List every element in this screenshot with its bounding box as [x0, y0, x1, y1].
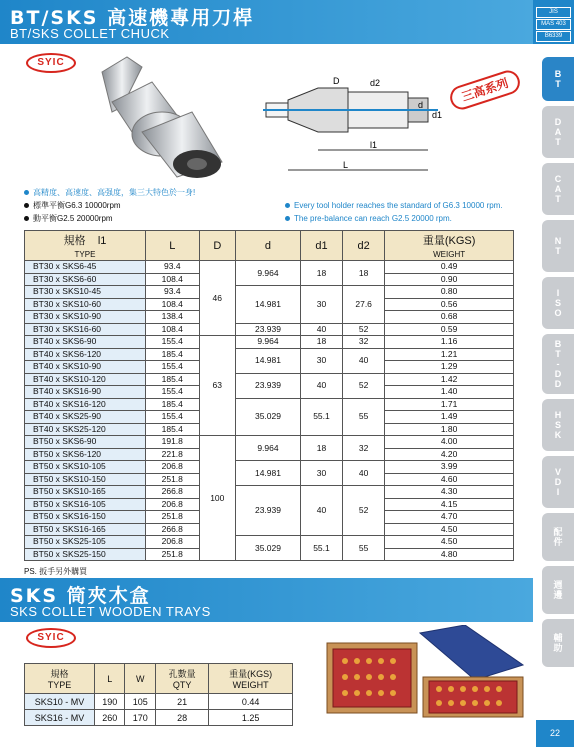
spec-d1: 30 — [300, 461, 342, 486]
technical-drawing — [258, 70, 443, 180]
spec-L: 206.8 — [146, 536, 200, 549]
spec-d: 23.939 — [236, 486, 301, 536]
sidebar-tab-label: C A T — [554, 174, 562, 204]
tray-col-qty-cn: 孔數量 — [168, 669, 196, 679]
feature-line-1 — [24, 186, 195, 199]
tray-col-weight — [209, 664, 293, 694]
spec-type: BT50 x SKS16-150 — [25, 511, 146, 524]
spec-type: BT30 x SKS10-45 — [25, 286, 146, 299]
spec-d2: 55 — [343, 398, 385, 436]
tray-W: 105 — [125, 694, 155, 710]
spec-L: 138.4 — [146, 311, 200, 324]
spec-L: 221.8 — [146, 448, 200, 461]
spec-d2: 32 — [343, 436, 385, 461]
spec-d1: 30 — [300, 286, 342, 324]
bullet-icon — [24, 216, 29, 221]
spec-d1: 55.1 — [300, 398, 342, 436]
sidebar-tab-label: B T - D D — [554, 339, 562, 389]
col-D: D — [199, 231, 235, 261]
feature-text-2: 標準平衡G6.3 10000rpm — [33, 201, 121, 210]
category-sidebar — [536, 57, 574, 672]
spec-weight: 4.80 — [385, 548, 514, 561]
spec-weight: 0.68 — [385, 311, 514, 324]
spec-row — [25, 323, 514, 336]
sidebar-tab[interactable] — [542, 456, 574, 508]
spec-row — [25, 336, 514, 349]
spec-weight: 0.90 — [385, 273, 514, 286]
spec-row — [25, 536, 514, 549]
page-number: 22 — [536, 720, 574, 747]
spec-type: BT50 x SKS10-105 — [25, 461, 146, 474]
tray-type: SKS16 - MV — [25, 710, 95, 726]
spec-weight: 4.30 — [385, 486, 514, 499]
bullet-icon — [24, 203, 29, 208]
col-d1: d1 — [300, 231, 342, 261]
spec-weight: 1.42 — [385, 373, 514, 386]
spec-L: 185.4 — [146, 373, 200, 386]
spec-type: BT50 x SKS10-165 — [25, 486, 146, 499]
sidebar-tab-label: 配 件 — [553, 527, 563, 547]
wrench-note: PS. 扳手另外購買 — [24, 567, 88, 576]
spec-L: 185.4 — [146, 348, 200, 361]
feature-text-1: 高精度、高速度、高强度，集三大特色於一身! — [33, 188, 196, 197]
feature-text-3: 動平衡G2.5 20000rpm — [33, 214, 113, 223]
sidebar-tab[interactable] — [542, 334, 574, 394]
feature-en-text-1: Every tool holder reaches the standard of G6.3 10000 rpm. — [294, 201, 503, 210]
spec-d: 14.981 — [236, 461, 301, 486]
dim-label-D: D — [333, 76, 340, 86]
tray-weight: 1.25 — [209, 710, 293, 726]
spec-L: 191.8 — [146, 436, 200, 449]
spec-weight: 3.99 — [385, 461, 514, 474]
sidebar-tab-label: V D I — [554, 467, 562, 497]
dim-label-d2: d2 — [370, 78, 381, 88]
sidebar-tab-label: D A T — [554, 117, 562, 147]
spec-D: 63 — [199, 336, 235, 436]
spec-type: BT40 x SKS25-120 — [25, 423, 146, 436]
spec-type: BT30 x SKS10-60 — [25, 298, 146, 311]
spec-d1: 40 — [300, 373, 342, 398]
sidebar-tab-label: H S K — [554, 410, 562, 440]
spec-weight: 1.21 — [385, 348, 514, 361]
spec-d1: 55.1 — [300, 536, 342, 561]
spec-weight: 4.20 — [385, 448, 514, 461]
tray-col-type-en: TYPE — [47, 680, 72, 690]
section2-title-en: SKS COLLET WOODEN TRAYS — [10, 604, 211, 619]
sidebar-tab[interactable] — [542, 57, 574, 101]
bullet-icon — [285, 216, 290, 221]
tray-col-type-cn: 規格 — [50, 669, 69, 679]
tray-weight: 0.44 — [209, 694, 293, 710]
col-L: L — [146, 231, 200, 261]
spec-row — [25, 286, 514, 299]
col-type-cn: 規格 — [63, 234, 86, 247]
spec-d: 9.964 — [236, 436, 301, 461]
tray-col-qty — [155, 664, 208, 694]
spec-d: 14.981 — [236, 348, 301, 373]
sidebar-tab[interactable] — [542, 163, 574, 215]
tray-row — [25, 694, 293, 710]
spec-d: 9.964 — [236, 261, 301, 286]
spec-L: 93.4 — [146, 286, 200, 299]
spec-L: 251.8 — [146, 473, 200, 486]
feature-line-2 — [24, 199, 195, 212]
spec-type: BT40 x SKS10-90 — [25, 361, 146, 374]
spec-d1: 18 — [300, 336, 342, 349]
spec-row — [25, 261, 514, 274]
section-header-collet-chuck — [0, 0, 533, 44]
spec-weight: 4.60 — [385, 473, 514, 486]
spec-type: BT50 x SKS6-90 — [25, 436, 146, 449]
section-title-cn: BT/SKS 高速機專用刀桿 — [10, 7, 255, 29]
spec-L: 108.4 — [146, 298, 200, 311]
spec-L: 108.4 — [146, 323, 200, 336]
spec-weight: 1.49 — [385, 411, 514, 424]
feature-en-line-1 — [285, 199, 503, 212]
feature-list-cn — [24, 186, 195, 225]
spec-d2: 40 — [343, 348, 385, 373]
tray-col-qty-en: QTY — [172, 680, 192, 690]
spec-weight: 1.16 — [385, 336, 514, 349]
spec-d: 23.939 — [236, 323, 301, 336]
spec-type: BT40 x SKS10-120 — [25, 373, 146, 386]
spec-type: BT30 x SKS10-90 — [25, 311, 146, 324]
spec-weight: 1.29 — [385, 361, 514, 374]
spec-type: BT50 x SKS25-150 — [25, 548, 146, 561]
col-type-en: TYPE — [74, 249, 96, 259]
spec-weight: 4.00 — [385, 436, 514, 449]
dim-label-d1: d1 — [432, 110, 443, 120]
tray-col-type — [25, 664, 95, 694]
spec-type: BT40 x SKS16-90 — [25, 386, 146, 399]
spec-type: BT40 x SKS16-120 — [25, 398, 146, 411]
spec-L: 185.4 — [146, 398, 200, 411]
spec-type: BT40 x SKS6-90 — [25, 336, 146, 349]
spec-type: BT50 x SKS16-165 — [25, 523, 146, 536]
spec-weight: 0.49 — [385, 261, 514, 274]
sidebar-tab[interactable] — [542, 106, 574, 158]
dim-label-l1: l1 — [370, 140, 378, 150]
spec-L: 206.8 — [146, 498, 200, 511]
b-code-label: B6339 — [536, 31, 571, 42]
spec-weight: 4.50 — [385, 536, 514, 549]
spec-row — [25, 373, 514, 386]
spec-weight: 1.40 — [385, 386, 514, 399]
sidebar-tab-label: 週 邊 — [553, 580, 563, 600]
spec-row — [25, 436, 514, 449]
tray-col-weight-cn: 重量(KGS) — [229, 669, 273, 679]
sidebar-tab-label: 輔 助 — [553, 633, 563, 653]
feature-line-3 — [24, 212, 195, 225]
spec-L: 108.4 — [146, 273, 200, 286]
spec-L: 155.4 — [146, 411, 200, 424]
spec-weight: 0.59 — [385, 323, 514, 336]
spec-d2: 27.6 — [343, 286, 385, 324]
spec-d1: 18 — [300, 436, 342, 461]
spec-row — [25, 348, 514, 361]
bullet-icon — [285, 203, 290, 208]
spec-d2: 32 — [343, 336, 385, 349]
sidebar-tab[interactable] — [542, 220, 574, 272]
tray-L: 190 — [95, 694, 125, 710]
spec-weight: 4.15 — [385, 498, 514, 511]
tool-holder-photo — [82, 52, 242, 180]
tray-L: 260 — [95, 710, 125, 726]
spec-d1: 40 — [300, 486, 342, 536]
sidebar-tab-label: B T — [554, 69, 562, 89]
tray-type: SKS10 - MV — [25, 694, 95, 710]
spec-L: 266.8 — [146, 486, 200, 499]
tray-qty: 28 — [155, 710, 208, 726]
sidebar-tab-label: N T — [554, 236, 562, 256]
spec-type: BT50 x SKS16-105 — [25, 498, 146, 511]
spec-type: BT40 x SKS6-120 — [25, 348, 146, 361]
spec-type: BT50 x SKS25-105 — [25, 536, 146, 549]
spec-type: BT50 x SKS10-150 — [25, 473, 146, 486]
spec-header-row — [25, 231, 514, 261]
spec-d2: 18 — [343, 261, 385, 286]
section2-title-cn: SKS 筒夾木盒 — [10, 585, 151, 607]
spec-L: 155.4 — [146, 386, 200, 399]
sidebar-tab[interactable] — [542, 277, 574, 329]
spec-L: 185.4 — [146, 423, 200, 436]
spec-weight: 0.80 — [385, 286, 514, 299]
jis-label: JIS — [536, 7, 571, 18]
spec-L: 206.8 — [146, 461, 200, 474]
jis-standard-box — [533, 0, 574, 44]
spec-type: BT30 x SKS6-45 — [25, 261, 146, 274]
spec-weight: 4.50 — [385, 523, 514, 536]
spec-L: 266.8 — [146, 523, 200, 536]
spec-weight: 0.56 — [385, 298, 514, 311]
wooden-trays-photo — [325, 625, 525, 720]
spec-d2: 52 — [343, 486, 385, 536]
spec-d2: 55 — [343, 536, 385, 561]
spec-weight: 4.70 — [385, 511, 514, 524]
wooden-tray-table — [24, 663, 293, 726]
sidebar-tab[interactable] — [542, 619, 574, 667]
collet-chuck-spec-table — [24, 230, 514, 561]
spec-weight: 1.80 — [385, 423, 514, 436]
spec-L: 93.4 — [146, 261, 200, 274]
spec-L: 251.8 — [146, 548, 200, 561]
section-header-wooden-trays — [0, 578, 533, 622]
sidebar-tab[interactable] — [542, 399, 574, 451]
col-weight — [385, 231, 514, 261]
spec-type: BT30 x SKS6-60 — [25, 273, 146, 286]
spec-row — [25, 461, 514, 474]
spec-d1: 40 — [300, 323, 342, 336]
spec-d: 9.964 — [236, 336, 301, 349]
tray-col-L: L — [95, 664, 125, 694]
tray-W: 170 — [125, 710, 155, 726]
spec-d2: 40 — [343, 461, 385, 486]
section-title-en: BT/SKS COLLET CHUCK — [10, 26, 170, 41]
spec-d: 35.029 — [236, 398, 301, 436]
col-type — [25, 231, 146, 261]
dim-label-d: d — [418, 100, 424, 110]
spec-L: 155.4 — [146, 361, 200, 374]
spec-d1: 18 — [300, 261, 342, 286]
tray-col-W: W — [125, 664, 155, 694]
col-l1-label: l1 — [97, 234, 107, 247]
syic-logo: SYIC — [26, 53, 76, 73]
dim-label-L: L — [343, 160, 349, 170]
sidebar-tab-label: I S O — [554, 288, 562, 318]
spec-type: BT40 x SKS25-90 — [25, 411, 146, 424]
spec-L: 251.8 — [146, 511, 200, 524]
spec-d2: 52 — [343, 323, 385, 336]
spec-d: 35.029 — [236, 536, 301, 561]
bullet-icon — [24, 190, 29, 195]
spec-d: 14.981 — [236, 286, 301, 324]
spec-weight: 1.71 — [385, 398, 514, 411]
spec-D: 46 — [199, 261, 235, 336]
feature-en-line-2 — [285, 212, 503, 225]
col-weight-en: WEIGHT — [433, 249, 466, 259]
spec-d1: 30 — [300, 348, 342, 373]
syic-logo-2: SYIC — [26, 628, 76, 648]
spec-row — [25, 398, 514, 411]
sidebar-tab[interactable] — [542, 566, 574, 614]
tray-qty: 21 — [155, 694, 208, 710]
mas-label: MAS 403 — [536, 19, 571, 30]
spec-d: 23.939 — [236, 373, 301, 398]
spec-D: 100 — [199, 436, 235, 561]
feature-en-text-2: The pre-balance can reach G2.5 20000 rpm. — [294, 214, 452, 223]
tray-header-row — [25, 664, 293, 694]
col-d2: d2 — [343, 231, 385, 261]
col-d: d — [236, 231, 301, 261]
spec-d2: 52 — [343, 373, 385, 398]
spec-type: BT30 x SKS16-60 — [25, 323, 146, 336]
tray-row — [25, 710, 293, 726]
col-weight-cn: 重量(KGS) — [422, 234, 476, 247]
feature-list-en — [285, 199, 503, 225]
spec-L: 155.4 — [146, 336, 200, 349]
san-gao-badge: 三高系列 — [447, 67, 523, 112]
spec-row — [25, 486, 514, 499]
spec-type: BT50 x SKS6-120 — [25, 448, 146, 461]
sidebar-tab[interactable] — [542, 513, 574, 561]
tray-col-weight-en: WEIGHT — [232, 680, 269, 690]
